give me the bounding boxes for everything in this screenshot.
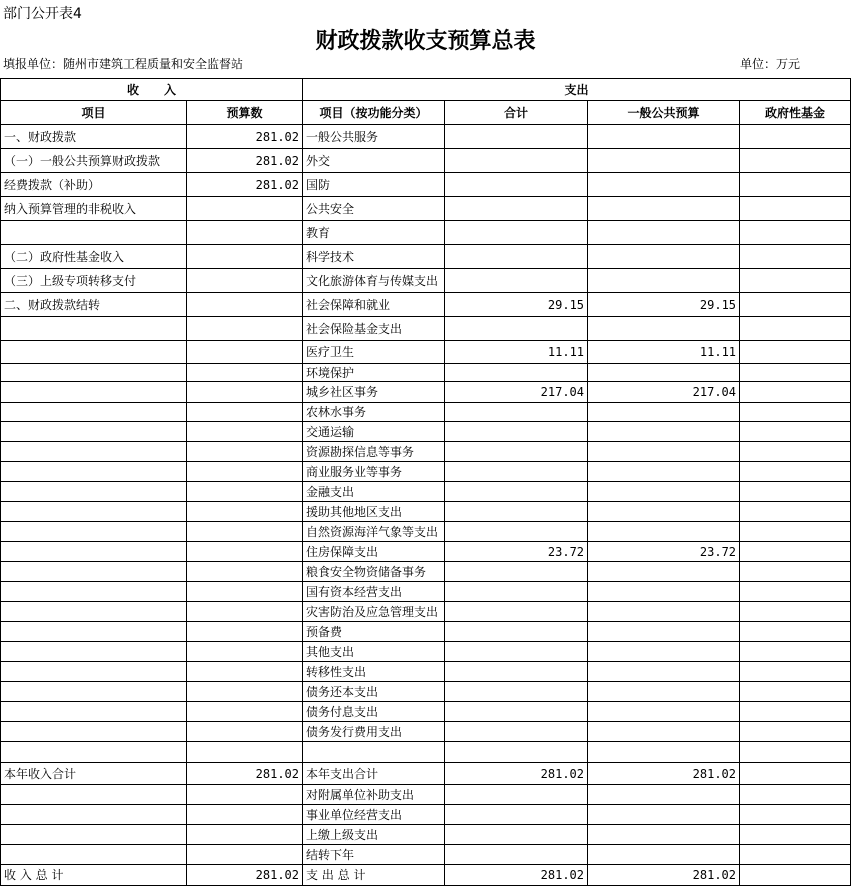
gov-fund-cell [740,364,851,382]
income-item-cell: 经费拨款（补助） [1,173,187,197]
general-budget-cell [588,173,740,197]
table-row [1,462,851,482]
expense-total-cell [445,845,588,865]
gov-fund-cell [740,269,851,293]
table-row [1,662,851,682]
budget-table [0,78,851,886]
gov-fund-cell [740,602,851,622]
general-budget-cell [588,562,740,582]
expense-total-cell [445,742,588,763]
gov-fund-cell [740,702,851,722]
table-row [1,722,851,742]
expense-item-cell: 预备费 [303,622,445,642]
total-header: 合计 [445,101,588,125]
gov-fund-cell [740,293,851,317]
general-budget-cell: 281.02 [588,763,740,785]
expense-total-cell [445,702,588,722]
income-item-cell [1,403,187,422]
income-item-cell [1,382,187,403]
income-item-cell [1,364,187,382]
table-row [1,197,851,221]
expense-total-cell [445,269,588,293]
table-row [1,341,851,364]
expense-total-cell [445,173,588,197]
income-budget-cell [187,805,303,825]
income-budget-cell [187,317,303,341]
general-budget-cell: 23.72 [588,542,740,562]
gov-fund-cell [740,865,851,886]
income-budget-cell [187,622,303,642]
gov-fund-cell [740,562,851,582]
income-budget-cell [187,702,303,722]
expense-total-cell [445,522,588,542]
reporting-unit: 填报单位：随州市建筑工程质量和安全监督站 [3,57,244,71]
expense-item-cell: 科学技术 [303,245,445,269]
expense-total-cell: 281.02 [445,763,588,785]
income-item-cell [1,845,187,865]
expense-total-cell [445,602,588,622]
income-budget-cell [187,825,303,845]
income-item-cell [1,542,187,562]
expense-total-cell [445,805,588,825]
income-budget-cell [187,442,303,462]
expense-item-cell: 国有资本经营支出 [303,582,445,602]
gov-fund-cell [740,845,851,865]
income-item-cell [1,462,187,482]
table-row [1,622,851,642]
table-row [1,502,851,522]
income-item-cell [1,642,187,662]
income-budget-cell: 281.02 [187,173,303,197]
table-row [1,763,851,785]
income-budget-cell [187,364,303,382]
gov-fund-cell [740,582,851,602]
general-budget-cell [588,422,740,442]
expense-item-cell: 其他支出 [303,642,445,662]
gov-fund-cell [740,317,851,341]
income-budget-cell [187,722,303,742]
gov-fund-cell [740,341,851,364]
expense-total-cell [445,622,588,642]
general-budget-cell [588,317,740,341]
gov-fund-cell [740,462,851,482]
expense-total-cell [445,317,588,341]
gov-fund-cell [740,502,851,522]
table-row [1,125,851,149]
general-budget-cell [588,682,740,702]
expense-item-cell: 债务还本支出 [303,682,445,702]
expense-item-cell: 国防 [303,173,445,197]
expense-total-cell [445,662,588,682]
expense-item-cell: 粮食安全物资储备事务 [303,562,445,582]
income-item-cell [1,825,187,845]
income-item-cell [1,482,187,502]
general-budget-cell: 281.02 [588,865,740,886]
income-budget-cell [187,462,303,482]
table-row [1,642,851,662]
general-budget-cell: 11.11 [588,341,740,364]
expense-item-cell: 农林水事务 [303,403,445,422]
expense-total-cell [445,221,588,245]
income-budget-cell [187,562,303,582]
general-budget-cell [588,642,740,662]
general-budget-cell [588,602,740,622]
expense-header: 支出 [303,79,851,101]
gov-fund-cell [740,125,851,149]
income-budget-cell [187,341,303,364]
general-budget-cell [588,502,740,522]
income-item-cell [1,341,187,364]
gov-fund-cell [740,442,851,462]
income-budget-cell [187,382,303,403]
income-budget-cell [187,682,303,702]
expense-item-cell: 商业服务业等事务 [303,462,445,482]
expense-total-cell [445,149,588,173]
income-budget-cell [187,602,303,622]
table-row [1,702,851,722]
expense-total-cell [445,197,588,221]
general-budget-cell [588,622,740,642]
expense-item-cell [303,742,445,763]
expense-total-cell: 29.15 [445,293,588,317]
expense-item-cell: 资源勘探信息等事务 [303,442,445,462]
income-item-cell [1,785,187,805]
expense-item-cell: 转移性支出 [303,662,445,682]
expense-item-cell: 金融支出 [303,482,445,502]
gov-fund-cell [740,173,851,197]
expense-total-cell [445,785,588,805]
expense-item-cell: 环境保护 [303,364,445,382]
expense-item-cell: 文化旅游体育与传媒支出 [303,269,445,293]
table-row [1,602,851,622]
expense-item-cell: 教育 [303,221,445,245]
page-title: 财政拨款收支预算总表 [315,28,536,54]
general-budget-cell [588,442,740,462]
income-item-cell: 一、财政拨款 [1,125,187,149]
expense-total-cell [445,442,588,462]
income-item-cell [1,317,187,341]
budget-header: 预算数 [187,101,303,125]
expense-total-cell [445,422,588,442]
general-budget-cell [588,662,740,682]
income-item-cell: （三）上级专项转移支付 [1,269,187,293]
expense-total-cell [445,682,588,702]
expense-item-cell: 对附属单位补助支出 [303,785,445,805]
gov-fund-cell [740,662,851,682]
gov-fund-cell [740,642,851,662]
expense-item-cell: 结转下年 [303,845,445,865]
income-item-cell [1,582,187,602]
header-row-1 [1,79,851,101]
income-budget-cell [187,662,303,682]
income-budget-cell [187,221,303,245]
gov-fund-cell [740,682,851,702]
income-item-cell [1,702,187,722]
table-row [1,293,851,317]
table-row [1,865,851,886]
income-item-cell [1,602,187,622]
expense-total-cell: 281.02 [445,865,588,886]
expense-item-cell: 交通运输 [303,422,445,442]
gov-fund-cell [740,785,851,805]
table-row [1,542,851,562]
table-row [1,221,851,245]
income-item-cell [1,805,187,825]
expense-total-cell [445,642,588,662]
income-item-cell: 纳入预算管理的非税收入 [1,197,187,221]
income-item-cell [1,522,187,542]
gov-fund-cell [740,825,851,845]
income-budget-cell [187,785,303,805]
general-budget-header: 一般公共预算 [588,101,740,125]
income-budget-cell [187,845,303,865]
general-budget-cell [588,221,740,245]
item-header: 项目 [1,101,187,125]
income-budget-cell [187,502,303,522]
expense-total-cell [445,462,588,482]
expense-total-cell [445,364,588,382]
general-budget-cell [588,805,740,825]
income-item-cell: 本年收入合计 [1,763,187,785]
income-item-cell [1,622,187,642]
table-row [1,269,851,293]
table-row [1,422,851,442]
income-budget-cell [187,642,303,662]
table-row [1,482,851,502]
expense-total-cell [445,722,588,742]
gov-fund-cell [740,482,851,502]
income-budget-cell: 281.02 [187,865,303,886]
expense-total-cell: 217.04 [445,382,588,403]
expense-total-cell: 23.72 [445,542,588,562]
income-item-cell [1,722,187,742]
gov-fund-cell [740,805,851,825]
expense-total-cell: 11.11 [445,341,588,364]
expense-item-cell: 公共安全 [303,197,445,221]
table-row [1,562,851,582]
expense-item-cell: 债务付息支出 [303,702,445,722]
expense-item-cell: 外交 [303,149,445,173]
table-row [1,785,851,805]
gov-fund-cell [740,542,851,562]
currency-unit: 单位：万元 [740,57,801,71]
general-budget-cell [588,125,740,149]
table-row [1,382,851,403]
general-budget-cell [588,582,740,602]
general-budget-cell [588,403,740,422]
gov-fund-cell [740,221,851,245]
expense-item-cell: 一般公共服务 [303,125,445,149]
expense-total-cell [445,403,588,422]
form-number: 部门公开表4 [3,6,82,22]
table-row [1,245,851,269]
gov-fund-cell [740,197,851,221]
general-budget-cell [588,197,740,221]
income-item-cell [1,682,187,702]
expense-total-cell [445,245,588,269]
table-row [1,742,851,763]
general-budget-cell [588,522,740,542]
table-row [1,364,851,382]
income-item-cell: 收 入 总 计 [1,865,187,886]
general-budget-cell [588,722,740,742]
table-row [1,805,851,825]
income-budget-cell [187,197,303,221]
income-item-cell [1,742,187,763]
income-budget-cell [187,522,303,542]
income-item-cell [1,562,187,582]
general-budget-cell [588,462,740,482]
expense-total-cell [445,582,588,602]
table-row [1,442,851,462]
table-row [1,582,851,602]
gov-fund-cell [740,245,851,269]
table-row [1,845,851,865]
expense-total-cell [445,825,588,845]
general-budget-cell: 29.15 [588,293,740,317]
income-budget-cell: 281.02 [187,763,303,785]
general-budget-cell [588,364,740,382]
income-item-cell [1,662,187,682]
gov-fund-cell [740,149,851,173]
general-budget-cell [588,245,740,269]
general-budget-cell [588,825,740,845]
expense-item-cell: 上缴上级支出 [303,825,445,845]
income-item-cell [1,221,187,245]
general-budget-cell [588,149,740,173]
income-item-cell [1,442,187,462]
income-budget-cell [187,269,303,293]
gov-fund-cell [740,522,851,542]
income-item-cell: （二）政府性基金收入 [1,245,187,269]
expense-item-cell: 债务发行费用支出 [303,722,445,742]
income-budget-cell [187,245,303,269]
expense-item-cell: 自然资源海洋气象等支出 [303,522,445,542]
general-budget-cell [588,785,740,805]
table-row [1,522,851,542]
general-budget-cell [588,845,740,865]
income-budget-cell: 281.02 [187,125,303,149]
func-item-header: 项目（按功能分类） [303,101,445,125]
general-budget-cell [588,702,740,722]
expense-item-cell: 本年支出合计 [303,763,445,785]
table-row [1,317,851,341]
income-item-cell: 二、财政拨款结转 [1,293,187,317]
table-row [1,173,851,197]
table-row [1,825,851,845]
expense-item-cell: 灾害防治及应急管理支出 [303,602,445,622]
expense-item-cell: 医疗卫生 [303,341,445,364]
income-budget-cell [187,422,303,442]
table-row [1,403,851,422]
income-budget-cell [187,582,303,602]
income-budget-cell [187,293,303,317]
expense-item-cell: 城乡社区事务 [303,382,445,403]
gov-fund-cell [740,763,851,785]
income-budget-cell [187,482,303,502]
gov-fund-cell [740,403,851,422]
expense-item-cell: 住房保障支出 [303,542,445,562]
gov-fund-cell [740,382,851,403]
expense-item-cell: 社会保险基金支出 [303,317,445,341]
table-row [1,682,851,702]
income-item-cell: （一）一般公共预算财政拨款 [1,149,187,173]
expense-item-cell: 社会保障和就业 [303,293,445,317]
gov-fund-header: 政府性基金 [740,101,851,125]
income-budget-cell [187,742,303,763]
expense-item-cell: 支 出 总 计 [303,865,445,886]
income-item-cell [1,502,187,522]
income-header: 收 入 [1,79,303,101]
gov-fund-cell [740,742,851,763]
expense-item-cell: 援助其他地区支出 [303,502,445,522]
table-row [1,149,851,173]
general-budget-cell [588,269,740,293]
gov-fund-cell [740,422,851,442]
general-budget-cell: 217.04 [588,382,740,403]
general-budget-cell [588,742,740,763]
income-budget-cell [187,542,303,562]
gov-fund-cell [740,622,851,642]
income-budget-cell: 281.02 [187,149,303,173]
expense-item-cell: 事业单位经营支出 [303,805,445,825]
header-row-2 [1,101,851,125]
expense-total-cell [445,482,588,502]
expense-total-cell [445,562,588,582]
income-item-cell [1,422,187,442]
general-budget-cell [588,482,740,502]
expense-total-cell [445,502,588,522]
income-budget-cell [187,403,303,422]
expense-total-cell [445,125,588,149]
gov-fund-cell [740,722,851,742]
